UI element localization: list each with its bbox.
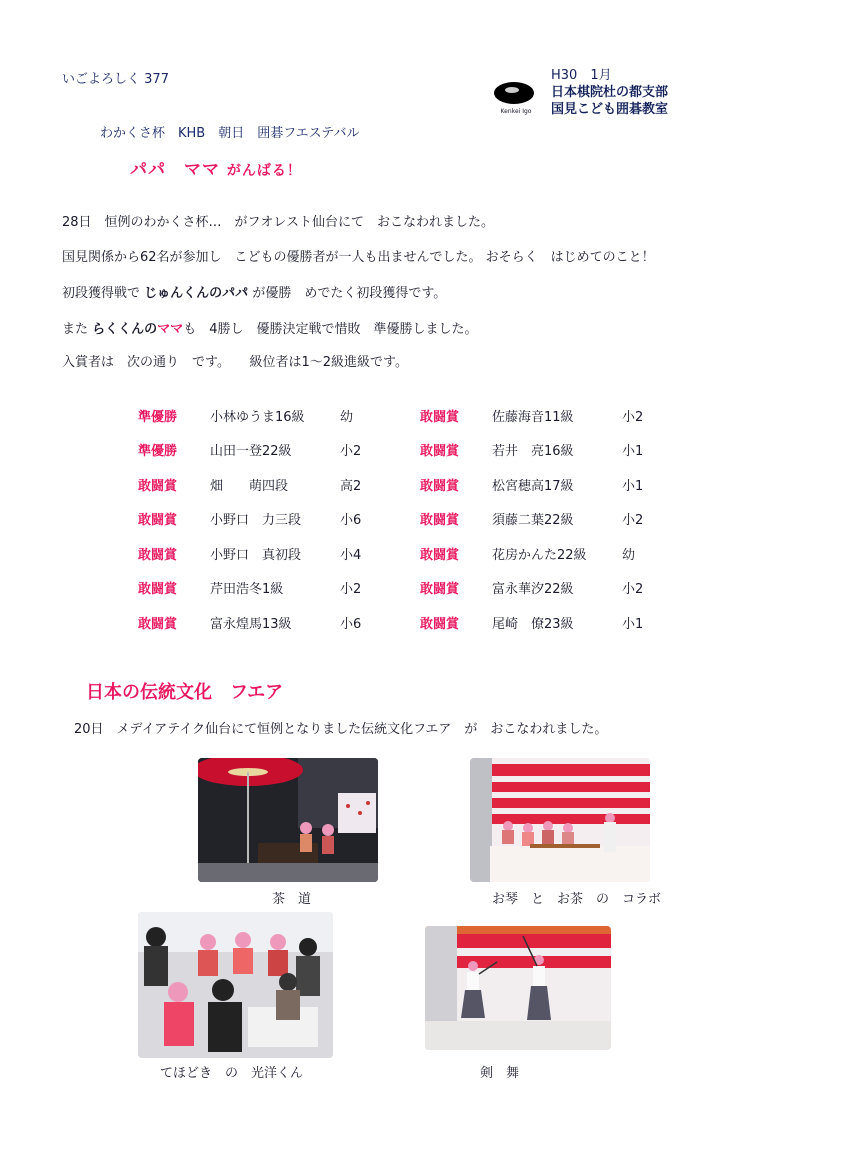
p4-d: も 4勝し 優勝決定戦で惜敗 準優勝しました。 (183, 322, 478, 337)
caption-tea: 茶 道 (272, 892, 312, 907)
award-award-cell: 敢闘賞 (420, 616, 460, 632)
award-grade-cell: 小2 (340, 582, 362, 598)
award-award-cell: 敢闘賞 (420, 582, 460, 598)
award-award-cell: 準優勝 (138, 444, 178, 460)
award-row (138, 433, 702, 468)
award-row (138, 467, 702, 502)
award-name-cell: 山田一登22級 (210, 444, 292, 460)
club-logo (490, 80, 542, 120)
award-name-cell: 松宮穂高17級 (492, 478, 574, 494)
award-grade-cell: 小2 (340, 444, 362, 460)
award-grade-cell: 小2 (622, 409, 644, 425)
issue-title: いごよろしく (62, 72, 141, 87)
award-grade-cell: 小1 (622, 478, 644, 494)
headline-main: パパ ママ (130, 160, 220, 180)
award-name-cell: 富永煌馬13級 (210, 616, 292, 632)
issue-label (62, 68, 169, 87)
p3-a: 初段獲得戦で (62, 286, 141, 301)
award-grade-cell: 小4 (340, 547, 362, 563)
paragraph-2: 国見関係から62名が参加し こどもの優勝者が一人も出ませんでした。 おそらく はじめてのこと！ (62, 250, 655, 265)
award-award-cell: 敢闘賞 (138, 547, 178, 563)
caption-teaching: てほどき の 光洋くん (160, 1066, 304, 1081)
award-row (138, 398, 702, 433)
award-grade-cell: 小6 (340, 616, 362, 632)
award-name-cell: 尾崎 僚23級 (492, 616, 574, 632)
award-name-cell: 小野口 力三段 (210, 513, 302, 529)
award-grade-cell: 高2 (340, 478, 362, 494)
award-award-cell: 敢闘賞 (138, 582, 178, 598)
award-award-cell: 敢闘賞 (138, 513, 178, 529)
award-award-cell: 敢闘賞 (138, 478, 178, 494)
award-name-cell: 須藤二葉22級 (492, 513, 574, 529)
award-grade-cell: 小6 (340, 513, 362, 529)
award-name-cell: 若井 亮16級 (492, 444, 574, 460)
award-award-cell: 準優勝 (138, 409, 178, 425)
issue-date: H30 1月 (551, 68, 612, 83)
org-line-1: 日本棋院杜の都支部 (551, 85, 669, 100)
award-award-cell: 敢闘賞 (420, 444, 460, 460)
section-text: 20日 メデイアテイク仙台にて恒例となりました伝統文化フエア が おこなわれました。 (74, 722, 608, 737)
caption-sword: 剣 舞 (480, 1066, 520, 1081)
p3-c: が優勝 めでたく初段獲得です。 (252, 286, 447, 301)
header-block (551, 67, 668, 118)
article-subtitle: わかくさ杯 KHB 朝日 囲碁フエステバル (100, 126, 360, 141)
photo-koto-collab (470, 758, 650, 882)
award-name-cell: 花房かんた22級 (492, 547, 587, 563)
p3-b: じゅんくんのパパ (144, 286, 249, 301)
issue-number: 377 (144, 72, 169, 87)
photo-tea-ceremony (198, 758, 378, 882)
award-grade-cell: 幼 (622, 547, 636, 563)
award-grade-cell: 小1 (622, 616, 644, 632)
award-grade-cell: 小2 (622, 582, 644, 598)
article-headline (130, 155, 302, 180)
award-name-cell: 富永華汐22級 (492, 582, 574, 598)
award-award-cell: 敢闘賞 (420, 478, 460, 494)
paragraph-5: 入賞者は 次の通り です。 級位者は1～2級進級です。 (62, 355, 408, 370)
p4-b: らくくんの (92, 322, 158, 337)
paragraph-3 (62, 282, 446, 301)
award-row (138, 502, 702, 537)
award-award-cell: 敢闘賞 (138, 616, 178, 632)
award-name-cell: 芹田浩冬1級 (210, 582, 284, 598)
award-award-cell: 敢闘賞 (420, 547, 460, 563)
award-name-cell: 小林ゆうま16級 (210, 409, 305, 425)
logo-caption: Kenkei Igo (500, 108, 532, 115)
photo-teaching (138, 912, 333, 1058)
award-name-cell: 佐藤海音11級 (492, 409, 574, 425)
caption-koto: お琴 と お茶 の コラボ (492, 892, 662, 907)
award-row (138, 605, 702, 640)
paragraph-1: 28日 恒例のわかくさ杯… がフオレスト仙台にて おこなわれました。 (62, 215, 495, 230)
award-row (138, 571, 702, 606)
award-award-cell: 敢闘賞 (420, 409, 460, 425)
headline-tail: がんばる！ (226, 163, 302, 179)
p4-a: また (62, 322, 89, 337)
award-grade-cell: 小2 (622, 513, 644, 529)
award-award-cell: 敢闘賞 (420, 513, 460, 529)
award-row (138, 536, 702, 571)
go-stone-icon (494, 82, 534, 104)
award-grade-cell: 小1 (622, 444, 644, 460)
org-line-2: 国見こども囲碁教室 (551, 102, 669, 117)
awards-table (138, 398, 702, 640)
section-title: 日本の伝統文化 フエア (86, 682, 284, 703)
award-grade-cell: 幼 (340, 409, 354, 425)
award-name-cell: 小野口 真初段 (210, 547, 302, 563)
paragraph-4 (62, 318, 477, 337)
p4-c: ママ (157, 322, 184, 337)
award-name-cell: 畑 萌四段 (210, 478, 289, 494)
photo-sword-dance (425, 926, 611, 1050)
